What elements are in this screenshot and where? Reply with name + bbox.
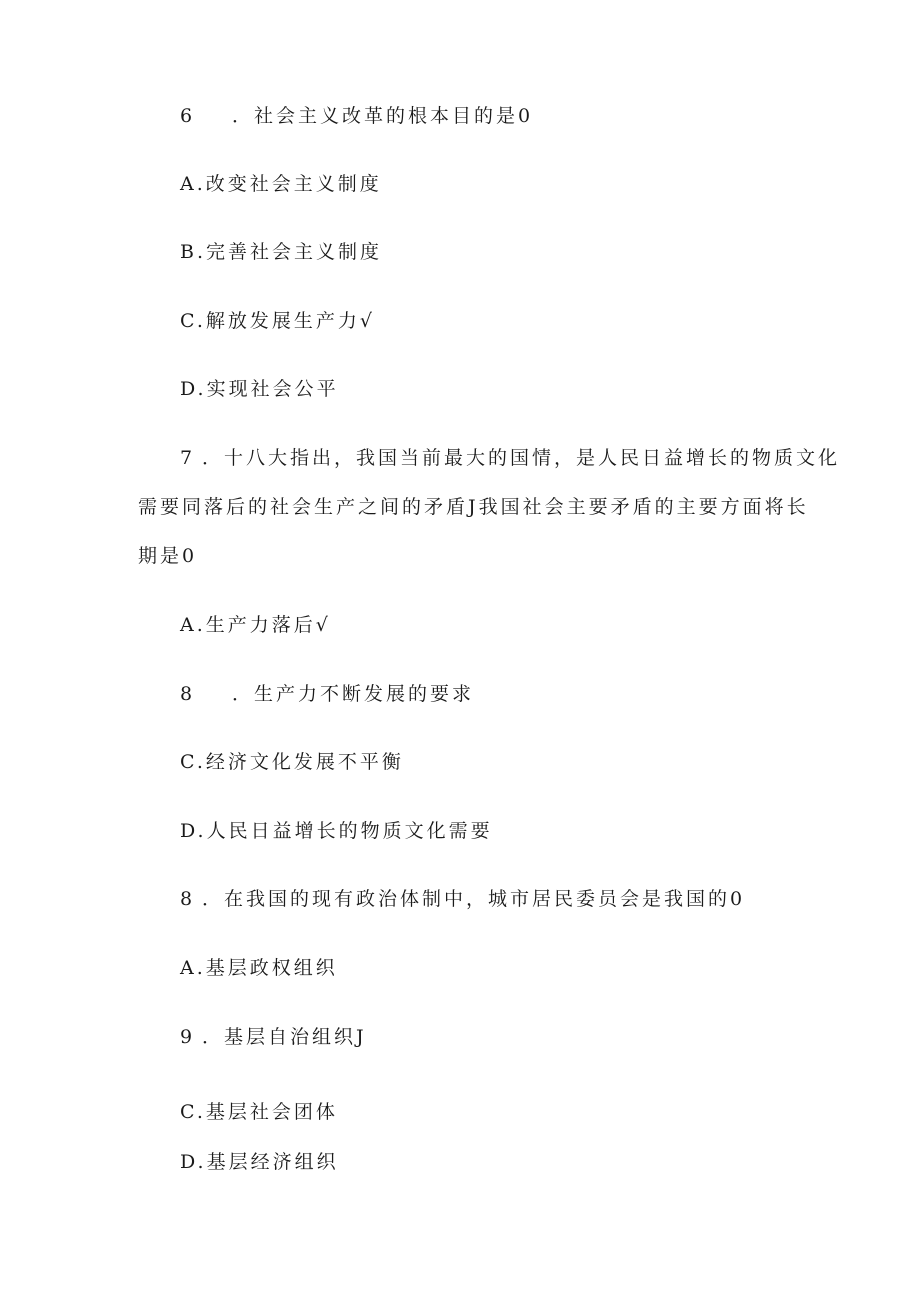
q8-option-b: [180, 1025, 367, 1049]
q6-option-b: B.完善社会主义制度: [180, 241, 383, 263]
q8-option-b-text: ．基层自治组织J: [202, 1026, 367, 1048]
q6-stem: [180, 104, 533, 128]
q6-stem-text: ．社会主义改革的根本目的是0: [232, 105, 534, 127]
q7-option-b: [180, 682, 474, 706]
q7-stem-text-1: ．十八大指出，我国当前最大的国情，是人民日益增长的物质文化: [202, 447, 841, 469]
q6-option-c: C.解放发展生产力√: [180, 310, 376, 332]
q7-stem-line2: 需要同落后的社会生产之间的矛盾J我国社会主要矛盾的主要方面将长: [138, 496, 809, 518]
q7-option-b-text: ．生产力不断发展的要求: [232, 683, 475, 705]
q7-option-a: A.生产力落后√: [180, 614, 331, 636]
q7-stem-line3: 期是0: [138, 545, 198, 567]
q8-option-b-number: 9: [180, 1026, 196, 1048]
q8-stem-text: ．在我国的现有政治体制中，城市居民委员会是我国的0: [202, 888, 746, 910]
q6-option-a: A.改变社会主义制度: [180, 173, 382, 195]
q7-option-c: C.经济文化发展不平衡: [180, 751, 404, 773]
q7-option-b-number: 8: [180, 683, 196, 705]
q8-option-d: D.基层经济组织: [180, 1151, 339, 1173]
q7-option-d: D.人民日益增长的物质文化需要: [180, 820, 493, 842]
q6-option-d: D.实现社会公平: [180, 378, 339, 400]
q8-stem: [180, 887, 745, 911]
q8-number: 8: [180, 888, 196, 910]
q7-number: 7: [180, 447, 196, 469]
q6-number: 6: [180, 105, 196, 127]
q7-stem-line1: [180, 446, 840, 470]
q8-option-a: A.基层政权组织: [180, 957, 338, 979]
q8-option-c: C.基层社会团体: [180, 1101, 338, 1123]
